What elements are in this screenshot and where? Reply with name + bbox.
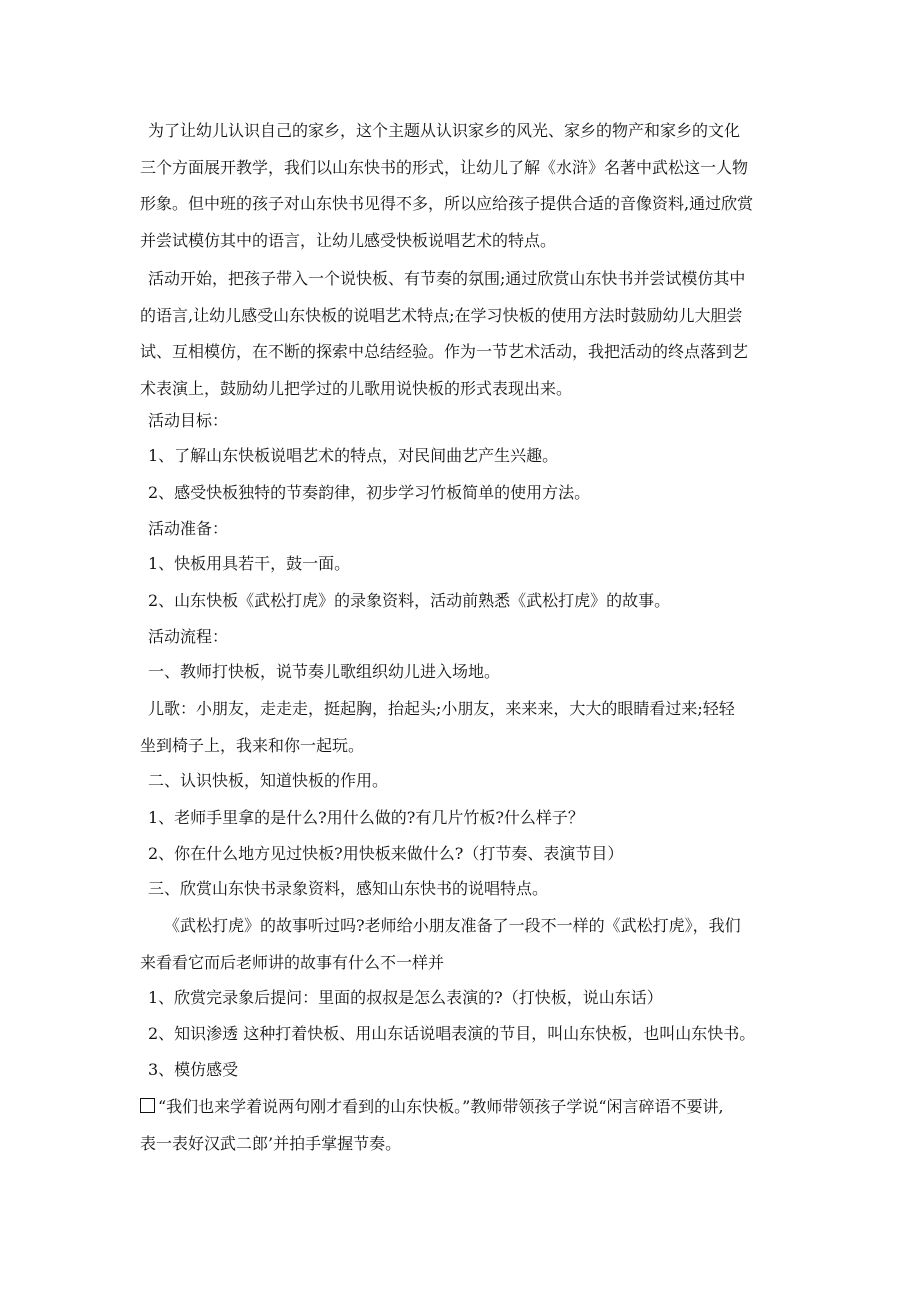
list-item-watch-2 bbox=[140, 1016, 780, 1053]
text-line: 术表演上，鼓励幼儿把学过的儿歌用说快板的形式表现出来。 bbox=[140, 378, 573, 398]
list-item-goal-2 bbox=[140, 475, 780, 512]
paragraph-intro bbox=[140, 113, 780, 259]
list-item-step-3 bbox=[140, 871, 780, 908]
text-line: 2、你在什么地方见过快板?用快板来做什么?（打节奏、表演节目） bbox=[148, 844, 624, 863]
text-line: 二、认识快板，知道快板的作用。 bbox=[148, 771, 389, 790]
text-line: 并尝试模仿其中的语言，让幼儿感受快板说唱艺术的特点。 bbox=[140, 230, 557, 250]
text-line: 1、快板用具若干，鼓一面。 bbox=[148, 554, 351, 573]
list-item-question-2 bbox=[140, 836, 780, 873]
list-item-step-1 bbox=[140, 654, 780, 691]
text-line: 《武松打虎》的故事听过吗?老师给小朋友准备了一段不一样的《武松打虎》，我们 bbox=[164, 916, 741, 935]
text-content: “我们也来学着说两句刚才看到的山东快板。”教师带领孩子学说“闲言碎语不要讲, bbox=[158, 1097, 724, 1116]
text-line: 坐到椅子上，我来和你一起玩。 bbox=[140, 735, 365, 755]
heading-activity-flow bbox=[140, 619, 780, 656]
list-item-watch-1 bbox=[140, 980, 780, 1017]
text-line: 活动开始，把孩子带入一个说快板、有节奏的氛围;通过欣赏山东快书并尝试模仿其中 bbox=[148, 269, 746, 288]
text-line: 三个方面展开教学，我们以山东快书的形式，让幼儿了解《水浒》名著中武松这一人物 bbox=[140, 157, 749, 177]
text-line: 1、了解山东快板说唱艺术的特点，对民间曲艺产生兴趣。 bbox=[148, 446, 559, 465]
text-line: 三、欣赏山东快书录象资料，感知山东快书的说唱特点。 bbox=[148, 879, 549, 898]
list-item-prep-2 bbox=[140, 583, 780, 620]
text-line: 试、互相模仿，在不断的探索中总结经验。作为一节艺术活动，我把活动的终点落到艺 bbox=[140, 342, 749, 361]
text-line: 1、老师手里拿的是什么?用什么做的?有几片竹板?什么样子？ bbox=[148, 808, 584, 827]
list-item-prep-1 bbox=[140, 546, 780, 583]
list-item-watch-3 bbox=[140, 1052, 780, 1089]
text-line: 儿歌：小朋友，走走走，挺起胸，抬起头;小朋友，来来来，大大的眼睛看过来;轻轻 bbox=[148, 699, 735, 718]
list-item-step-2 bbox=[140, 763, 780, 800]
paragraph-activity-start bbox=[140, 261, 780, 407]
text-line: 来看看它而后老师讲的故事有什么不一样并 bbox=[140, 952, 445, 972]
text-line: 2、感受快板独特的节奏韵律，初步学习竹板简单的使用方法。 bbox=[148, 483, 591, 502]
text-line: 3、模仿感受 bbox=[148, 1060, 239, 1079]
heading-activity-goals bbox=[140, 403, 780, 440]
paragraph-nursery-rhyme bbox=[140, 691, 780, 764]
text-line: 为了让幼儿认识自己的家乡，这个主题从认识家乡的风光、家乡的物产和家乡的文化 bbox=[148, 121, 741, 140]
heading-activity-prep bbox=[140, 511, 780, 548]
text-line: 2、知识渗透 这种打着快板、用山东话说唱表演的节目，叫山东快板，也叫山东快书。 bbox=[148, 1024, 756, 1043]
text-line: 活动流程： bbox=[148, 627, 229, 646]
text-line: 2、山东快板《武松打虎》的录象资料，活动前熟悉《武松打虎》的故事。 bbox=[148, 591, 671, 610]
text-line: 表一表好汉武二郎’并拍手掌握节奏。 bbox=[140, 1133, 402, 1153]
text-line: 1、欣赏完录象后提问：里面的叔叔是怎么表演的?（打快板，说山东话） bbox=[148, 988, 663, 1007]
list-item-question-1 bbox=[140, 800, 780, 837]
checkbox-icon bbox=[140, 1098, 155, 1113]
paragraph-imitation bbox=[140, 1089, 780, 1162]
list-item-goal-1 bbox=[140, 438, 780, 475]
text-line: 一、教师打快板，说节奏儿歌组织幼儿进入场地。 bbox=[148, 662, 501, 681]
text-line: 活动目标： bbox=[148, 411, 229, 430]
paragraph-story-intro bbox=[140, 908, 780, 981]
text-line: 的语言,让幼儿感受山东快板的说唱艺术特点;在学习快板的使用方法时鼓励幼儿大胆尝 bbox=[140, 305, 743, 325]
text-line: 活动准备： bbox=[148, 519, 229, 538]
text-line: 形象。但中班的孩子对山东快书见得不多，所以应给孩子提供合适的音像资料,通过欣赏 bbox=[140, 194, 754, 213]
text-line bbox=[140, 1089, 780, 1126]
